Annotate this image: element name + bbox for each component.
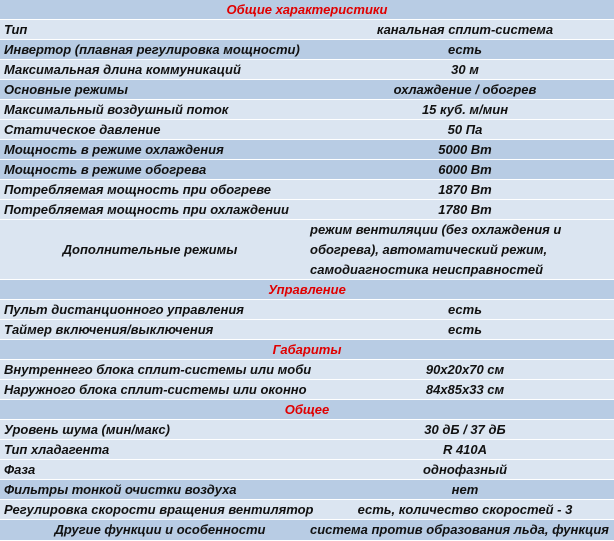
section-header-dimensions: [0, 340, 614, 360]
row-value: 50 Па: [447, 122, 483, 137]
table-row: [0, 80, 614, 100]
table-row: [0, 120, 614, 140]
table-row: [0, 380, 614, 400]
row-value-line: обогрева), автоматический режим,: [310, 242, 548, 257]
table-row: [0, 480, 614, 500]
section-title: Общие характеристики: [226, 2, 388, 17]
row-value: охлаждение / обогрев: [393, 82, 537, 97]
table-row: [0, 200, 614, 220]
row-value: нет: [451, 482, 479, 497]
row-label: Тип хладагента: [4, 442, 110, 457]
row-value: 5000 Вт: [438, 142, 492, 157]
row-value: 1780 Вт: [438, 202, 492, 217]
row-value-line: режим вентиляции (без охлаждения и: [310, 222, 562, 237]
row-value: система против образования льда, функция: [310, 522, 609, 537]
section-header-control: [0, 280, 614, 300]
row-value: 1870 Вт: [438, 182, 492, 197]
row-value: 6000 Вт: [438, 162, 492, 177]
row-value-line: самодиагностика неисправностей: [310, 262, 544, 277]
table-row: [0, 500, 614, 520]
row-label: Другие функции и особенности: [54, 522, 266, 537]
row-label: Тип: [4, 22, 28, 37]
table-row: [0, 160, 614, 180]
section-title: Габариты: [272, 342, 342, 357]
row-label: Регулировка скорости вращения вентилятор: [4, 502, 314, 517]
table-row: [0, 20, 614, 40]
section-header-common: [0, 400, 614, 420]
row-value: однофазный: [422, 462, 508, 477]
row-value: есть: [448, 42, 482, 57]
table-row: [0, 300, 614, 320]
row-label: Инвертор (плавная регулировка мощности): [4, 42, 300, 57]
row-label: Мощность в режиме обогрева: [4, 162, 207, 177]
table-row: [0, 40, 614, 60]
row-label: Статическое давление: [4, 122, 161, 137]
row-value: есть: [448, 302, 482, 317]
section-header-general: [0, 0, 614, 20]
row-value: есть: [448, 322, 482, 337]
table-row: [0, 100, 614, 120]
row-label: Фильтры тонкой очистки воздуха: [4, 482, 237, 497]
table-row: [0, 420, 614, 440]
row-label: Наружного блока сплит-системы или оконно: [4, 382, 307, 397]
row-label: Таймер включения/выключения: [4, 322, 214, 337]
table-row: [0, 360, 614, 380]
row-value: R 410A: [442, 442, 488, 457]
table-row: [0, 60, 614, 80]
table-row: [0, 440, 614, 460]
row-value: 90x20x70 см: [425, 362, 505, 377]
table-row-extra-modes: [0, 220, 614, 280]
section-title: Общее: [284, 402, 330, 417]
row-value: 30 дБ / 37 дБ: [424, 422, 506, 437]
table-row: [0, 320, 614, 340]
row-value: 84x85x33 см: [425, 382, 505, 397]
row-label: Внутреннего блока сплит-системы или моби: [4, 362, 312, 377]
row-label: Дополнительные режимы: [62, 242, 238, 257]
row-label: Фаза: [4, 462, 36, 477]
row-value: канальная сплит-система: [376, 22, 554, 37]
row-label: Потребляемая мощность при охлаждении: [4, 202, 289, 217]
row-value-multiline: [310, 220, 610, 280]
row-value: 30 м: [451, 62, 479, 77]
row-label: Уровень шума (мин/макс): [4, 422, 170, 437]
section-title: Управление: [268, 282, 346, 297]
row-label: Максимальный воздушный поток: [4, 102, 229, 117]
row-label: Пульт дистанционного управления: [4, 302, 244, 317]
row-label: Потребляемая мощность при обогреве: [4, 182, 272, 197]
row-label: Мощность в режиме охлаждения: [4, 142, 224, 157]
table-row: [0, 460, 614, 480]
table-row: [0, 180, 614, 200]
row-label: Основные режимы: [4, 82, 129, 97]
row-value: есть, количество скоростей - 3: [357, 502, 573, 517]
table-row: [0, 140, 614, 160]
table-row: [0, 520, 614, 541]
row-label: Максимальная длина коммуникаций: [4, 62, 241, 77]
row-value: 15 куб. м/мин: [421, 102, 509, 117]
